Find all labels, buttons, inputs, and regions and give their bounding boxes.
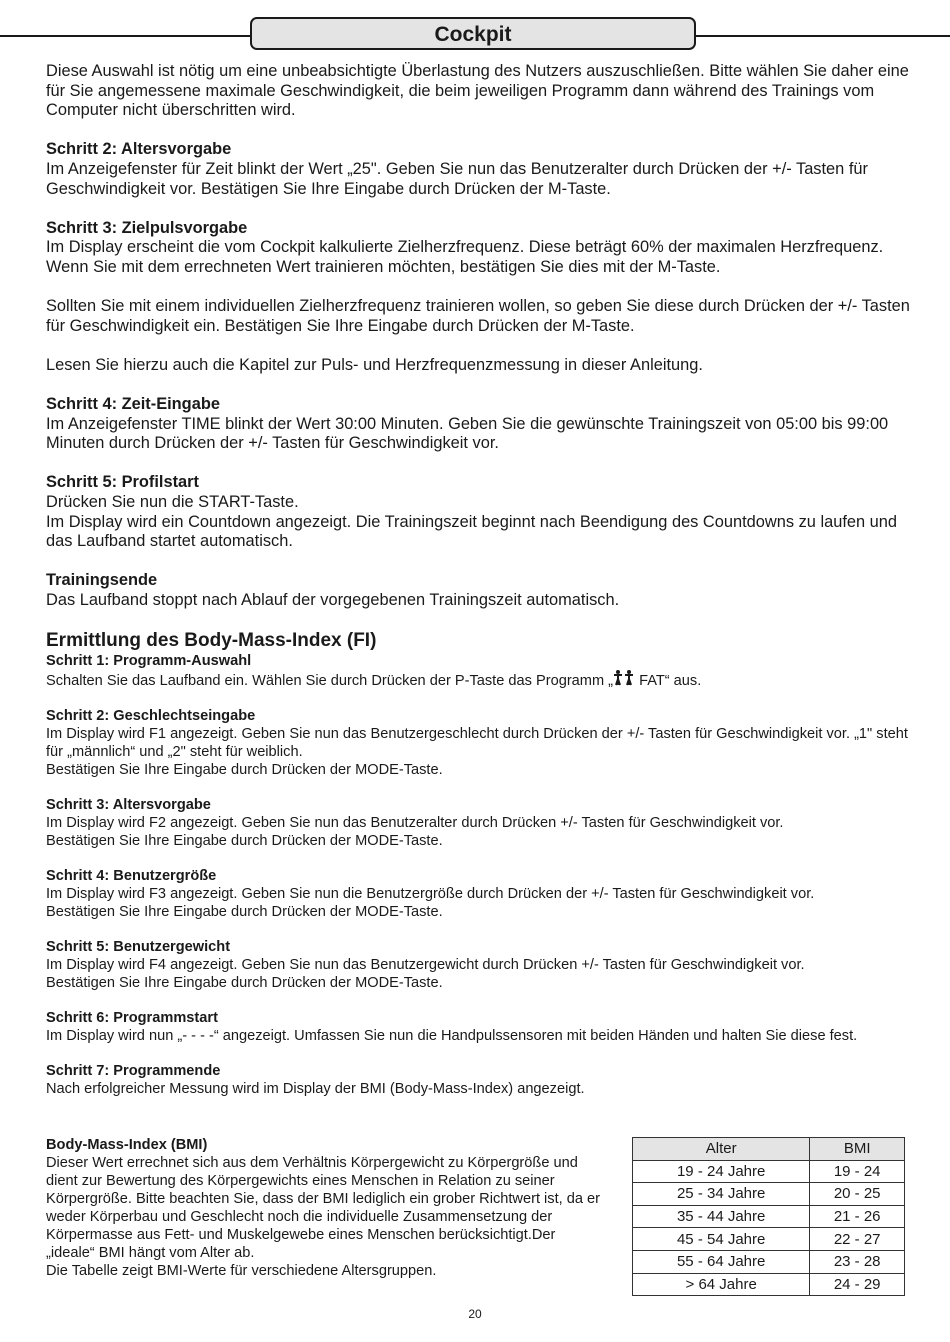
bmi-table-header-row [633,1138,905,1161]
table-cell-bmi: 19 - 24 [810,1160,905,1183]
step2-block [46,140,916,199]
training-end-block [46,571,916,610]
table-cell-bmi: 23 - 28 [810,1250,905,1273]
bmi-table-header-alter: Alter [633,1138,810,1161]
bmi-step6 [46,1009,916,1045]
bmi-step4-text2: Bestätigen Sie Ihre Eingabe durch Drücken der MODE-Taste. [46,904,443,920]
step4-text: Im Anzeigefenster TIME blinkt der Wert 30:00 Minuten. Geben Sie die gewünschte Trainingszeit von 05:00 bis 99:00 Minuten durch Drücken der +/- Tasten für Geschwindigkeit vor. [46,414,889,453]
bmi-step7-text: Nach erfolgreicher Messung wird im Display der BMI (Body-Mass-Index) angezeigt. [46,1081,585,1097]
bmi-step1-post: FAT“ aus. [635,673,702,689]
bmi-step2-text: Im Display wird F1 angezeigt. Geben Sie nun das Benutzergeschlecht durch Drücken der +/- Tasten für Geschwindigkeit vor. „1" steht für „männlich“ und „2" steht für weiblich. [46,726,908,760]
bmi-step3-title: Schritt 3: Altersvorgabe [46,797,211,813]
bmi-step7 [46,1062,916,1098]
table-row [633,1228,905,1251]
step5-title: Schritt 5: Profilstart [46,473,200,492]
bmi-step2 [46,707,916,779]
bmi-step2-text2: Bestätigen Sie Ihre Eingabe durch Drücken der MODE-Taste. [46,762,443,778]
step3-block [46,219,916,278]
bmi-step1-title: Schritt 1: Programm-Auswahl [46,653,252,669]
table-cell-bmi: 22 - 27 [810,1228,905,1251]
bmi-table [632,1137,905,1296]
bmi-step1 [46,652,916,690]
page-title: Cockpit [250,17,696,50]
table-row [633,1160,905,1183]
bmi-step2-title: Schritt 2: Geschlechtseingabe [46,708,256,724]
bmi-section [46,630,916,1115]
fat-program-icon [613,670,635,686]
table-row [633,1250,905,1273]
step3-text: Im Display erscheint die vom Cockpit kalkulierte Zielherzfrequenz. Diese beträgt 60% der maximalen Herzfrequenz. Wenn Sie mit dem errechneten Wert trainieren möchten, bestätigen Sie dies mit der M-Taste. [46,238,884,276]
table-row [633,1273,905,1296]
bmi-table-header-bmi: BMI [810,1138,905,1161]
bmi-step6-title: Schritt 6: Programmstart [46,1010,218,1026]
step2-title: Schritt 2: Altersvorgabe [46,140,232,159]
table-cell-age: 35 - 44 Jahre [633,1205,810,1228]
bmi-step5-text2: Bestätigen Sie Ihre Eingabe durch Drücken der MODE-Taste. [46,975,443,991]
bmi-heading: Ermittlung des Body-Mass-Index (FI) [46,630,377,651]
table-cell-bmi: 21 - 26 [810,1205,905,1228]
training-end-title: Trainingsende [46,571,158,590]
step2-text: Im Anzeigefenster für Zeit blinkt der Wert „25". Geben Sie nun das Benutzeralter durch Drücken der +/- Tasten für Geschwindigkeit vor. Bestätigen Sie Ihre Eingabe durch Drücken der M-Taste. [46,159,868,198]
bmi-step5-text: Im Display wird F4 angezeigt. Geben Sie nun das Benutzergewicht durch Drücken +/- Tasten für Geschwindigkeit vor. [46,957,805,973]
table-cell-age: 25 - 34 Jahre [633,1183,810,1206]
step3-text3: Lesen Sie hierzu auch die Kapitel zur Puls- und Herzfrequenzmessung in dieser Anleitung. [46,355,703,374]
step3-text2: Sollten Sie mit einem individuellen Zielherzfrequenz trainieren wollen, so geben Sie diese durch Drücken der +/- Tasten für Geschwindigkeit ein. Bestätigen Sie Ihre Eingabe durch Drücken der M-Taste. [46,297,910,335]
bmi-step6-text: Im Display wird nun „- - - -“ angezeigt. Umfassen Sie nun die Handpulssensoren mit beiden Händen und halten Sie diese fest. [46,1028,858,1044]
step5-block [46,473,916,551]
bmi-step4-text: Im Display wird F3 angezeigt. Geben Sie nun die Benutzergröße durch Drücken der +/- Tasten für Geschwindigkeit vor. [46,886,815,902]
step5-line1: Drücken Sie nun die START-Taste. [46,493,299,512]
table-cell-age: > 64 Jahre [633,1273,810,1296]
upper-section [46,62,916,630]
bmi-info-text2: Die Tabelle zeigt BMI-Werte für verschiedene Altersgruppen. [46,1263,437,1279]
step4-block [46,395,916,454]
table-cell-bmi: 20 - 25 [810,1183,905,1206]
bmi-info [46,1136,606,1280]
page-number: 20 [468,1307,482,1321]
table-cell-bmi: 24 - 29 [810,1273,905,1296]
intro-paragraph: Diese Auswahl ist nötig um eine unbeabsichtigte Überlastung des Nutzers auszuschließen. Bitte wählen Sie daher eine für Sie angemessene maximale Geschwindigkeit, die beim jeweiligen Programm dann während des Trainings vom Computer nicht überschritten wird. [46,62,909,120]
bmi-step4-title: Schritt 4: Benutzergröße [46,868,217,884]
step4-title: Schritt 4: Zeit-Eingabe [46,395,220,414]
bmi-step5-title: Schritt 5: Benutzergewicht [46,939,231,955]
table-cell-age: 19 - 24 Jahre [633,1160,810,1183]
bmi-step3-text2: Bestätigen Sie Ihre Eingabe durch Drücken der MODE-Taste. [46,833,443,849]
bmi-step3 [46,796,916,850]
bmi-step1-pre: Schalten Sie das Laufband ein. Wählen Sie durch Drücken der P-Taste das Programm „ [46,673,614,689]
training-end-text: Das Laufband stoppt nach Ablauf der vorgegebenen Trainingszeit automatisch. [46,591,620,610]
bmi-step3-text: Im Display wird F2 angezeigt. Geben Sie nun das Benutzeralter durch Drücken +/- Tasten für Geschwindigkeit vor. [46,815,784,831]
table-row [633,1183,905,1206]
bmi-info-title: Body-Mass-Index (BMI) [46,1137,208,1153]
table-cell-age: 55 - 64 Jahre [633,1250,810,1273]
bmi-info-text: Dieser Wert errechnet sich aus dem Verhältnis Körpergewicht zu Körpergröße und dient zur Bewertung des Körpergewichts eines Menschen in Relation zu seiner Körpergröße. Bitte beachten Sie, dass der BMI lediglich ein grober Richtwert ist, da er weder Körperbau und Geschlecht noch die individuelle Zusammensetzung der Körpermasse aus Fett- und Muskelgewebe eines Menschen berücksichtigt.Der „ideale“ BMI hängt vom Alter ab. [46,1155,601,1261]
step5-line2: Im Display wird ein Countdown angezeigt. Die Trainingszeit beginnt nach Beendigung des Countdowns zu laufen und das Laufband startet automatisch. [46,512,898,551]
table-row [633,1205,905,1228]
bmi-step5 [46,938,916,992]
bmi-step7-title: Schritt 7: Programmende [46,1063,221,1079]
step3-title: Schritt 3: Zielpulsvorgabe [46,218,248,237]
table-cell-age: 45 - 54 Jahre [633,1228,810,1251]
bmi-step4 [46,867,916,921]
